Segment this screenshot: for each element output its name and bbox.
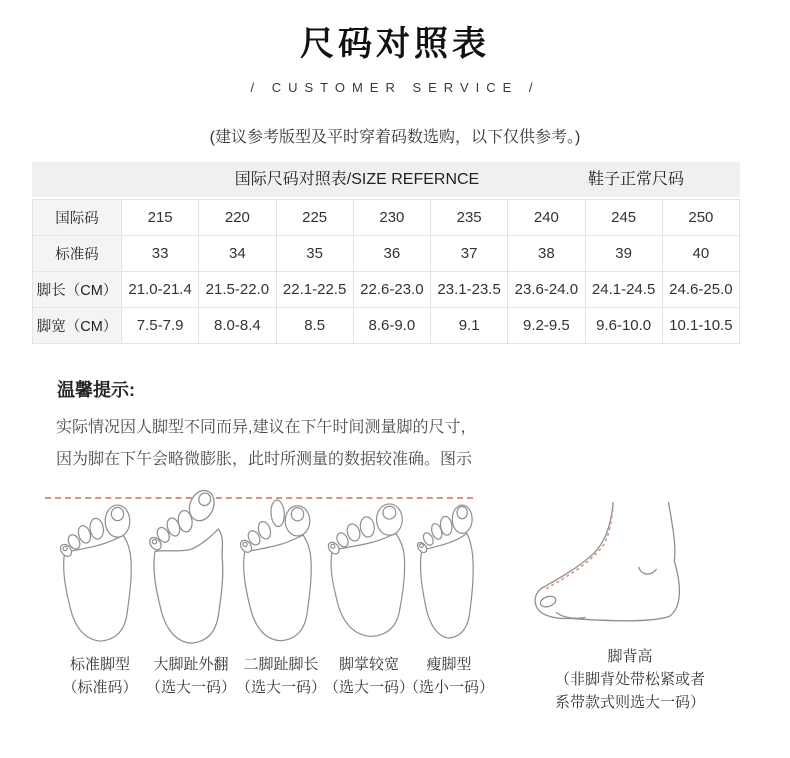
table-cell: 22.1-22.5 — [276, 272, 353, 307]
table-cell: 225 — [276, 200, 353, 235]
table-cell: 37 — [430, 236, 507, 271]
table-cell: 35 — [276, 236, 353, 271]
table-cell: 21.5-22.0 — [198, 272, 275, 307]
page-title: 尺码对照表 — [300, 25, 490, 63]
foot-standard-icon — [58, 500, 143, 648]
table-cell: 240 — [507, 200, 584, 235]
table-cell: 8.0-8.4 — [198, 308, 275, 343]
foot-type-label — [236, 653, 326, 699]
foot-type-label — [324, 653, 414, 699]
table-cell: 8.5 — [276, 308, 353, 343]
foot-wide-icon — [325, 497, 417, 647]
foot-long-second-toe-icon — [238, 490, 323, 648]
instep-label — [555, 645, 705, 714]
foot-narrow-icon — [416, 499, 482, 645]
tips-text-line2: 因为脚在下午会略微膨胀，此时所测量的数据较准确。图示 — [56, 451, 473, 468]
table-cell: 215 — [121, 200, 198, 235]
foot-high-instep-icon — [528, 500, 726, 640]
page-subtitle: / CUSTOMER SERVICE / — [250, 80, 540, 95]
row-label: 脚长（CM） — [33, 272, 121, 307]
table-cell: 250 — [662, 200, 739, 235]
size-table — [32, 162, 740, 344]
table-cell: 34 — [198, 236, 275, 271]
table-cell: 7.5-7.9 — [121, 308, 198, 343]
table-cell: 9.1 — [430, 308, 507, 343]
table-cell: 38 — [507, 236, 584, 271]
foot-type-name: 脚掌较宽 — [338, 656, 400, 673]
table-cell: 39 — [585, 236, 662, 271]
table-row-foot-length — [33, 271, 739, 307]
foot-type-advice: （标准码） — [62, 679, 138, 696]
row-label: 国际码 — [33, 200, 121, 235]
table-cell: 9.2-9.5 — [507, 308, 584, 343]
size-table-body — [32, 199, 740, 344]
table-cell: 220 — [198, 200, 275, 235]
row-label: 标准码 — [33, 236, 121, 271]
table-row-international — [33, 200, 739, 235]
tips-heading: 温馨提示: — [57, 380, 135, 400]
row-label: 脚宽（CM） — [33, 308, 121, 343]
instep-advice-line2: 系带款式则选大一码） — [554, 694, 706, 711]
table-cell: 9.6-10.0 — [585, 308, 662, 343]
table-row-standard — [33, 235, 739, 271]
table-cell: 235 — [430, 200, 507, 235]
tips-text-line1: 实际情况因人脚型不同而异,建议在下午时间测量脚的尺寸， — [56, 419, 477, 436]
table-cell: 22.6-23.0 — [353, 272, 430, 307]
foot-valgus-icon — [148, 490, 236, 648]
foot-type-advice: （选大一码） — [145, 679, 237, 696]
foot-type-label — [62, 653, 137, 699]
foot-type-advice: （选大一码） — [323, 679, 415, 696]
foot-type-label — [404, 653, 494, 699]
foot-type-name: 二脚趾脚长 — [243, 656, 319, 673]
foot-type-name: 瘦脚型 — [426, 656, 472, 673]
purchase-note: (建议参考版型及平时穿着码数选购，以下仅供参考。) — [209, 129, 581, 146]
table-cell: 33 — [121, 236, 198, 271]
table-cell: 40 — [662, 236, 739, 271]
table-cell: 230 — [353, 200, 430, 235]
instep-name: 脚背高 — [607, 648, 653, 665]
table-header-left: 国际尺码对照表/SIZE REFERNCE — [234, 171, 480, 188]
foot-type-advice: （选大一码） — [235, 679, 327, 696]
foot-type-name: 标准脚型 — [69, 656, 131, 673]
table-cell: 23.1-23.5 — [430, 272, 507, 307]
table-header-right: 鞋子正常尺码 — [587, 171, 684, 188]
table-row-foot-width — [33, 307, 739, 343]
table-cell: 245 — [585, 200, 662, 235]
table-cell: 24.1-24.5 — [585, 272, 662, 307]
table-cell: 24.6-25.0 — [662, 272, 739, 307]
table-cell: 23.6-24.0 — [507, 272, 584, 307]
foot-type-advice: （选小一码） — [403, 679, 495, 696]
foot-type-name: 大脚趾外翻 — [153, 656, 229, 673]
table-cell: 8.6-9.0 — [353, 308, 430, 343]
table-cell: 10.1-10.5 — [662, 308, 739, 343]
foot-type-label — [146, 653, 236, 699]
instep-advice-line1: （非脚背处带松紧或者 — [554, 671, 706, 688]
table-cell: 21.0-21.4 — [121, 272, 198, 307]
size-table-header — [32, 162, 740, 197]
table-cell: 36 — [353, 236, 430, 271]
